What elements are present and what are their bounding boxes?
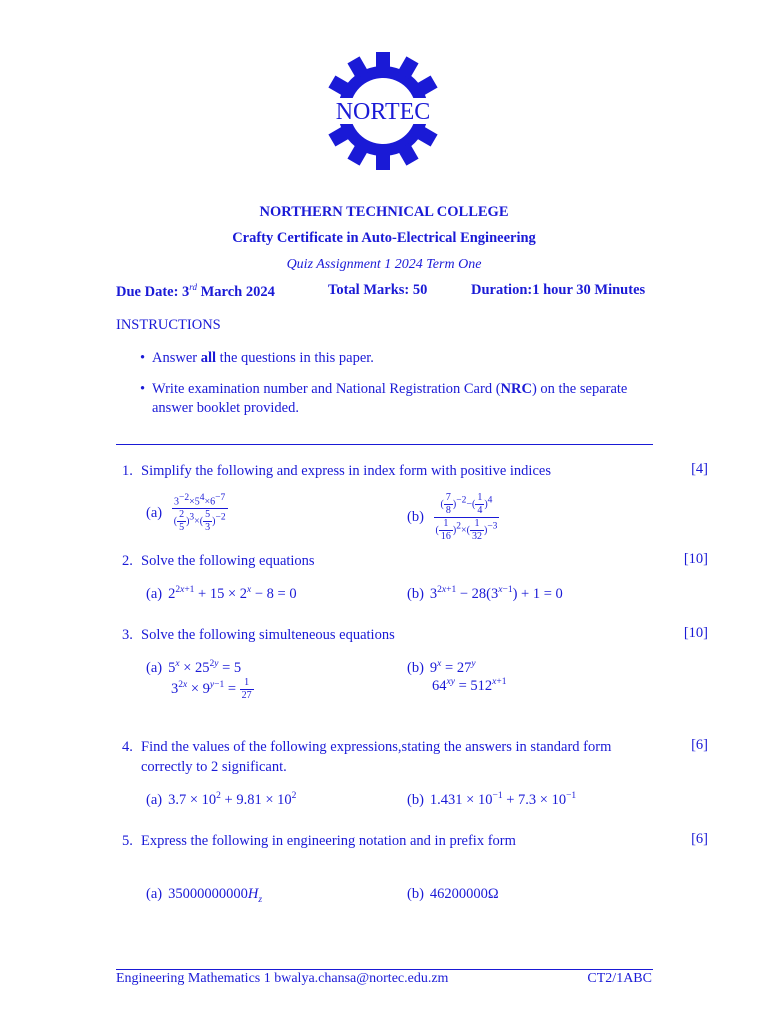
quiz-title: Quiz Assignment 1 2024 Term One xyxy=(286,257,482,272)
question-5: 5. Express the following in engineering notation and in prefix form xyxy=(122,833,516,849)
college-name: NORTHERN TECHNICAL COLLEGE xyxy=(259,204,509,220)
q4-part-a: (a) $3.7 \times 10^2 + 9.81 \times 10^2$ xyxy=(146,791,297,808)
marks-q1: [4] xyxy=(691,461,708,477)
svg-text:NORTEC: NORTEC xyxy=(335,99,431,125)
q2-part-a: (a) $2^{2x+1} + 15 \times 2^x - 8 = 0$ xyxy=(146,585,297,602)
marks-q5: [6] xyxy=(691,831,708,847)
instructions-heading: INSTRUCTIONS xyxy=(116,317,221,333)
q1-part-b: (b) ( $\frac{7}{8}$ )$^{-2}$−( $\frac{1}{4}$ )$^4$ ( $\frac{1}{16}$ )$^2$×( $\frac{1}{32}$ )$^{-3}$ xyxy=(407,492,498,542)
q5-part-a: (a) $35000000000H_z$ xyxy=(146,886,263,905)
total-marks: Total Marks: 50 xyxy=(328,282,428,298)
q1-part-a: (a) $3^{-2}\times 5^4\times 6^{-7}$ ( $\frac{2}{5}$ )$^3$×( $\frac{5}{3}$ )$^{-2}$ xyxy=(146,493,226,534)
marks-q2: [10] xyxy=(683,551,708,567)
question-3: 3. Solve the following simulteneous equations xyxy=(122,627,395,643)
divider xyxy=(116,444,653,445)
q4-part-b: (b) $1.431 \times 10^{-1} + 7.3 \times 10^{-1}$ xyxy=(407,791,577,808)
course-title: Crafty Certificate in Auto-Electrical Engineering xyxy=(232,230,536,246)
footer-course-email: Engineering Mathematics 1 bwalya.chansa@nortec.edu.zm xyxy=(116,971,449,986)
instruction-item: • Write examination number and National Registration Card (NRC) on the separate answer booklet provided. xyxy=(140,381,628,416)
question-1: 1. Simplify the following and express in index form with positive indices xyxy=(122,463,551,479)
question-2: 2. Solve the following equations xyxy=(122,553,315,569)
q5-part-b: (b) 46200000Ω xyxy=(407,886,499,902)
marks-q4: [6] xyxy=(691,737,708,753)
q3-part-b-eq2: $64^{xy} = 512^{x+1}$ xyxy=(432,677,507,694)
question-4: 4. Find the values of the following expressions,stating the answers in standard form correctly to 2 significant. xyxy=(122,739,612,775)
nortec-logo xyxy=(318,52,448,170)
marks-q3: [10] xyxy=(683,625,708,641)
footer-divider xyxy=(116,969,653,970)
instruction-item: • Answer all the questions in this paper. xyxy=(140,350,374,366)
footer-class-code: CT2/1ABC xyxy=(587,971,652,986)
q2-part-b: (b) $3^{2x+1} - 28(3^{x-1}) + 1 = 0$ xyxy=(407,585,563,602)
duration: Duration:1 hour 30 Minutes xyxy=(471,282,646,298)
q3-part-a: (a) $5^x \times 25^{2y} = 5$ xyxy=(146,659,242,676)
q3-part-b: (b) $9^x = 27^y$ xyxy=(407,659,476,676)
due-date: Due Date: 3rd March 2024 xyxy=(116,282,275,300)
q3-part-a-eq2: $3^{2x} \times 9^{y-1}$ = $\frac{1}{27}$ xyxy=(171,677,252,701)
